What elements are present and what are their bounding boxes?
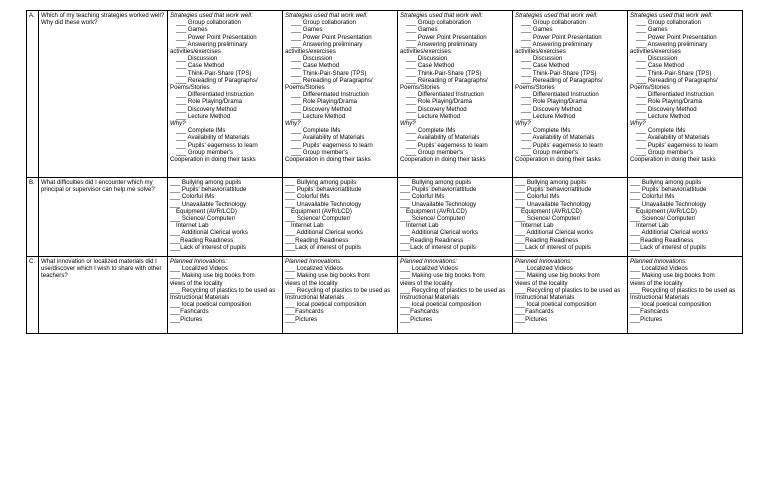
checklist-item: ___ Bullying among pupils: [285, 179, 357, 186]
checklist-item: ___ Localized Videos: [515, 265, 573, 273]
checklist-item: ___ Differentiated Instruction: [176, 91, 254, 99]
checklist-item: ___ Group collaboration: [406, 19, 472, 27]
row-letter: B.: [27, 178, 39, 257]
checklist-item: ___ Think-Pair-Share (TPS): [636, 69, 712, 77]
reflection-table: [26, 10, 743, 334]
checklist-item: ___ Think-Pair-Share (TPS): [291, 69, 367, 77]
checklist-item: ___ Case Method: [291, 62, 340, 70]
checklist-item: ___ Localized Videos: [170, 265, 228, 273]
checklist-item: ___ Colorful IMs: [285, 193, 330, 201]
checklist-item: ___ Group member's: [521, 148, 579, 156]
checklist-item: ___ Lecture Method: [636, 112, 691, 120]
checklist-item: Equipment (AVR/LCD): [521, 207, 582, 215]
strategies-cell: [628, 11, 743, 178]
checklist-item: ___Pictures: [285, 315, 318, 323]
checklist-item: ___ Recycling of plastics to be used as Instructional Materials: [630, 286, 736, 302]
checklist-item: ___ Pupils' behavior/attitude: [170, 186, 247, 194]
checklist-item: ___ Availability of Materials: [176, 134, 250, 142]
checklist-item: Poems/Stories: [285, 84, 325, 92]
checklist-item: ___ Science/ Computer/: [400, 215, 466, 223]
checklist-item: Cooperation in doing their tasks: [630, 156, 716, 164]
cell-header: Strategies used that work well:: [515, 12, 598, 19]
checklist-item: ___ Differentiated Instruction: [406, 91, 484, 99]
difficulties-cell: [168, 178, 283, 257]
checklist-item: Cooperation in doing their tasks: [515, 156, 601, 164]
checklist-item: views of the locality: [515, 279, 568, 287]
checklist-item: ___ Rereading of Paragraphs/: [291, 76, 373, 84]
checklist-item: ___ Unavailable Technology: [400, 200, 477, 208]
checklist-item: Equipment (AVR/LCD): [291, 207, 352, 215]
checklist-item: ___Reading Readiness: [630, 236, 694, 244]
checklist-item: ___ Complete IMs: [406, 127, 456, 135]
checklist-item: Internet Lab: [291, 222, 324, 230]
checklist-item: ___ Answering preliminary: [291, 40, 363, 48]
checklist-item: ___ Discussion: [406, 55, 448, 63]
checklist-item: ___ Science/ Computer/: [170, 215, 236, 223]
checklist-item: ___ Recycling of plastics to be used as Instructional Materials: [285, 286, 391, 302]
difficulties-cell: [398, 178, 513, 257]
checklist-item: ___ Discovery Method: [176, 105, 237, 113]
checklist-item: ___ Bullying among pupils: [515, 179, 587, 186]
checklist-item: ___Lack of interest of pupils: [400, 243, 476, 251]
checklist-item: ___ Availability of Materials: [291, 134, 365, 142]
strategies-cell: [168, 11, 283, 178]
strategies-cell: [513, 11, 628, 178]
checklist-item: ___ Discovery Method: [521, 105, 582, 113]
checklist-item: Internet Lab: [521, 222, 554, 230]
checklist-item: ___ Localized Videos: [630, 265, 688, 273]
checklist-item: ___ Pupils' behavior/attitude: [630, 186, 707, 194]
checklist-item: ___ Answering preliminary: [176, 40, 248, 48]
checklist-item: ___ Group collaboration: [521, 19, 587, 27]
checklist-item: ___ Pupils' eagerness to learn: [636, 141, 718, 149]
cell-header: Planned Innovations:: [400, 258, 457, 265]
checklist-item: ___ Colorful IMs: [630, 193, 675, 201]
checklist-item: views of the locality: [170, 279, 223, 287]
checklist-item: ___Fashcards: [285, 308, 324, 316]
checklist-item: Poems/Stories: [515, 84, 555, 92]
checklist-item: ___ Bullying among pupils: [630, 179, 702, 186]
why-header: Why?: [170, 120, 186, 128]
checklist-item: Internet Lab: [406, 222, 439, 230]
checklist-item: ___Lack of interest of pupils: [170, 243, 246, 251]
checklist-item: ___ Lecture Method: [291, 112, 346, 120]
checklist-item: ___ Group member's: [176, 148, 234, 156]
checklist-item: ___ Games: [636, 26, 668, 34]
checklist-item: ___ Availability of Materials: [636, 134, 710, 142]
checklist-item: ___ Complete IMs: [636, 127, 686, 135]
checklist-item: ___ Role Playing/Drama: [406, 98, 473, 106]
checklist-item: ___ Group member's: [406, 148, 464, 156]
strategies-cell: [283, 11, 398, 178]
checklist-item: ___ local poetical composition: [170, 301, 252, 309]
why-header: Why?: [515, 120, 531, 128]
checklist-item: ___ Science/ Computer/: [630, 215, 696, 223]
checklist-item: ___ Pupils' eagerness to learn: [291, 141, 373, 149]
checklist-item: ___ Making use big books from: [170, 272, 255, 280]
checklist-item: ___ Lecture Method: [406, 112, 461, 120]
checklist-item: ___Lack of interest of pupils: [285, 243, 361, 251]
checklist-item: ___ Science/ Computer/: [285, 215, 351, 223]
checklist-item: ___ Role Playing/Drama: [521, 98, 588, 106]
checklist-item: Cooperation in doing their tasks: [400, 156, 486, 164]
table-row: [27, 178, 743, 257]
checklist-item: ___ Group collaboration: [291, 19, 357, 27]
row-question: What innovation or localized materials did I use/discover which I wish to share with other teachers?: [39, 257, 168, 334]
checklist-item: ___ Power Point Presentation: [176, 33, 257, 41]
checklist-item: ___ local poetical composition: [400, 301, 482, 309]
cell-header: Strategies used that work well:: [630, 12, 713, 19]
checklist-item: ___ Discovery Method: [291, 105, 352, 113]
checklist-item: ___ Colorful IMs: [170, 193, 215, 201]
checklist-item: Cooperation in doing their tasks: [170, 156, 256, 164]
checklist-item: ___ Additional Clerical works: [400, 229, 478, 237]
cell-header: Planned Innovations:: [515, 258, 572, 265]
checklist-item: ___ Pupils' behavior/attitude: [285, 186, 362, 194]
cell-header: Planned Innovations:: [285, 258, 342, 265]
checklist-item: ___ Unavailable Technology: [285, 200, 362, 208]
checklist-item: ___Fashcards: [515, 308, 554, 316]
innovations-cell: [513, 257, 628, 334]
checklist-item: ___ Lecture Method: [176, 112, 231, 120]
checklist-item: ___ Case Method: [176, 62, 225, 70]
checklist-item: ___ Games: [176, 26, 208, 34]
checklist-item: ___ Group member's: [291, 148, 349, 156]
checklist-item: ___ Role Playing/Drama: [636, 98, 703, 106]
checklist-item: ___Reading Readiness: [285, 236, 349, 244]
row-question: Which of my teaching strategies worked well? Why did these work?: [39, 11, 168, 178]
difficulties-cell: [628, 178, 743, 257]
checklist-item: ___ Availability of Materials: [406, 134, 480, 142]
innovations-cell: [168, 257, 283, 334]
checklist-item: ___ local poetical composition: [515, 301, 597, 309]
checklist-item: ___ Colorful IMs: [400, 193, 445, 201]
cell-header: Strategies used that work well:: [170, 12, 253, 19]
checklist-item: ___ Lecture Method: [521, 112, 576, 120]
checklist-item: ___Reading Readiness: [400, 236, 464, 244]
checklist-item: ___ Power Point Presentation: [521, 33, 602, 41]
checklist-item: ___Pictures: [515, 315, 548, 323]
checklist-item: ___ Power Point Presentation: [406, 33, 487, 41]
checklist-item: ___ local poetical composition: [630, 301, 712, 309]
checklist-item: ___ Making use big books from: [630, 272, 715, 280]
checklist-item: Poems/Stories: [170, 84, 210, 92]
checklist-item: ___ Making use big books from: [285, 272, 370, 280]
innovations-cell: [628, 257, 743, 334]
checklist-item: ___ Unavailable Technology: [515, 200, 592, 208]
checklist-item: Internet Lab: [636, 222, 669, 230]
checklist-item: ___ Differentiated Instruction: [636, 91, 714, 99]
why-header: Why?: [630, 120, 646, 128]
why-header: Why?: [400, 120, 416, 128]
checklist-item: ___ Complete IMs: [176, 127, 226, 135]
cell-header: Strategies used that work well:: [400, 12, 483, 19]
checklist-item: ___ Bullying among pupils: [400, 179, 472, 186]
checklist-item: ___ Pupils' eagerness to learn: [521, 141, 603, 149]
checklist-item: Equipment (AVR/LCD): [636, 207, 697, 215]
checklist-item: ___ Bullying among pupils: [170, 179, 242, 186]
checklist-item: ___ Think-Pair-Share (TPS): [176, 69, 252, 77]
checklist-item: ___ Discovery Method: [636, 105, 697, 113]
checklist-item: ___ Recycling of plastics to be used as Instructional Materials: [515, 286, 621, 302]
checklist-item: ___Lack of interest of pupils: [630, 243, 706, 251]
checklist-item: ___Fashcards: [630, 308, 669, 316]
checklist-item: ___ Differentiated Instruction: [521, 91, 599, 99]
checklist-item: Poems/Stories: [630, 84, 670, 92]
why-header: Why?: [285, 120, 301, 128]
checklist-item: ___Fashcards: [400, 308, 439, 316]
checklist-item: ___ Discussion: [521, 55, 563, 63]
checklist-item: ___ Discussion: [636, 55, 678, 63]
checklist-item: ___ Games: [291, 26, 323, 34]
checklist-item: ___ Rereading of Paragraphs/: [406, 76, 488, 84]
checklist-item: ___ Rereading of Paragraphs/: [521, 76, 603, 84]
strategies-cell: [398, 11, 513, 178]
checklist-item: ___ Unavailable Technology: [170, 200, 247, 208]
checklist-item: ___ Complete IMs: [521, 127, 571, 135]
checklist-item: ___ Rereading of Paragraphs/: [636, 76, 718, 84]
checklist-item: ___ Discovery Method: [406, 105, 467, 113]
checklist-item: ___ Games: [406, 26, 438, 34]
table-row: [27, 257, 743, 334]
table-row: [27, 11, 743, 178]
checklist-item: ___Fashcards: [170, 308, 209, 316]
row-question: What difficulties did I encounter which my principal or supervisor can help me solve?: [39, 178, 168, 257]
checklist-item: ___ Recycling of plastics to be used as Instructional Materials: [400, 286, 506, 302]
row-letter: C.: [27, 257, 39, 334]
checklist-item: ___ Answering preliminary: [521, 40, 593, 48]
cell-header: Planned Innovations:: [630, 258, 687, 265]
checklist-item: ___Reading Readiness: [515, 236, 579, 244]
checklist-item: ___ Making use big books from: [515, 272, 600, 280]
checklist-item: activities/exercises: [285, 48, 336, 56]
checklist-item: ___ Science/ Computer/: [515, 215, 581, 223]
checklist-item: ___ Role Playing/Drama: [176, 98, 243, 106]
difficulties-cell: [283, 178, 398, 257]
checklist-item: ___ Discussion: [291, 55, 333, 63]
checklist-item: ___ Case Method: [521, 62, 570, 70]
checklist-item: ___ Pupils' eagerness to learn: [176, 141, 258, 149]
checklist-item: ___ Localized Videos: [285, 265, 343, 273]
checklist-item: ___ Rereading of Paragraphs/: [176, 76, 258, 84]
checklist-item: ___ Pupils' behavior/attitude: [400, 186, 477, 194]
cell-header: Strategies used that work well:: [285, 12, 368, 19]
checklist-item: ___Pictures: [170, 315, 203, 323]
checklist-item: ___ Making use big books from: [400, 272, 485, 280]
checklist-item: Equipment (AVR/LCD): [406, 207, 467, 215]
checklist-item: ___ Group member's: [636, 148, 694, 156]
checklist-item: ___ Discussion: [176, 55, 218, 63]
checklist-item: ___ Complete IMs: [291, 127, 341, 135]
checklist-item: ___ Additional Clerical works: [285, 229, 363, 237]
checklist-item: ___Lack of interest of pupils: [515, 243, 591, 251]
checklist-item: views of the locality: [285, 279, 338, 287]
cell-header: Planned Innovations:: [170, 258, 227, 265]
checklist-item: views of the locality: [630, 279, 683, 287]
checklist-item: ___ Localized Videos: [400, 265, 458, 273]
checklist-item: ___ local poetical composition: [285, 301, 367, 309]
checklist-item: ___ Group collaboration: [636, 19, 702, 27]
checklist-item: ___ Recycling of plastics to be used as Instructional Materials: [170, 286, 276, 302]
checklist-item: ___ Case Method: [406, 62, 455, 70]
checklist-item: activities/exercises: [630, 48, 681, 56]
checklist-item: ___ Additional Clerical works: [630, 229, 708, 237]
checklist-item: ___ Power Point Presentation: [291, 33, 372, 41]
checklist-item: ___ Additional Clerical works: [515, 229, 593, 237]
checklist-item: activities/exercises: [170, 48, 221, 56]
checklist-item: ___ Power Point Presentation: [636, 33, 717, 41]
checklist-item: ___ Pupils' eagerness to learn: [406, 141, 488, 149]
checklist-item: ___ Unavailable Technology: [630, 200, 707, 208]
checklist-item: ___Reading Readiness: [170, 236, 234, 244]
checklist-item: views of the locality: [400, 279, 453, 287]
checklist-item: ___ Answering preliminary: [406, 40, 478, 48]
innovations-cell: [283, 257, 398, 334]
checklist-item: ___ Case Method: [636, 62, 685, 70]
checklist-item: Equipment (AVR/LCD): [176, 207, 237, 215]
checklist-item: activities/exercises: [400, 48, 451, 56]
checklist-item: ___ Think-Pair-Share (TPS): [406, 69, 482, 77]
innovations-cell: [398, 257, 513, 334]
checklist-item: activities/exercises: [515, 48, 566, 56]
difficulties-cell: [513, 178, 628, 257]
checklist-item: ___Pictures: [630, 315, 663, 323]
checklist-item: ___ Group collaboration: [176, 19, 242, 27]
row-letter: A.: [27, 11, 39, 178]
checklist-item: Poems/Stories: [400, 84, 440, 92]
checklist-item: ___ Differentiated Instruction: [291, 91, 369, 99]
checklist-item: ___ Colorful IMs: [515, 193, 560, 201]
checklist-item: ___ Role Playing/Drama: [291, 98, 358, 106]
checklist-item: ___ Pupils' behavior/attitude: [515, 186, 592, 194]
checklist-item: ___ Availability of Materials: [521, 134, 595, 142]
checklist-item: Cooperation in doing their tasks: [285, 156, 371, 164]
checklist-item: ___Pictures: [400, 315, 433, 323]
checklist-item: ___ Think-Pair-Share (TPS): [521, 69, 597, 77]
checklist-item: ___ Additional Clerical works: [170, 229, 248, 237]
checklist-item: Internet Lab: [176, 222, 209, 230]
checklist-item: ___ Games: [521, 26, 553, 34]
checklist-item: ___ Answering preliminary: [636, 40, 708, 48]
